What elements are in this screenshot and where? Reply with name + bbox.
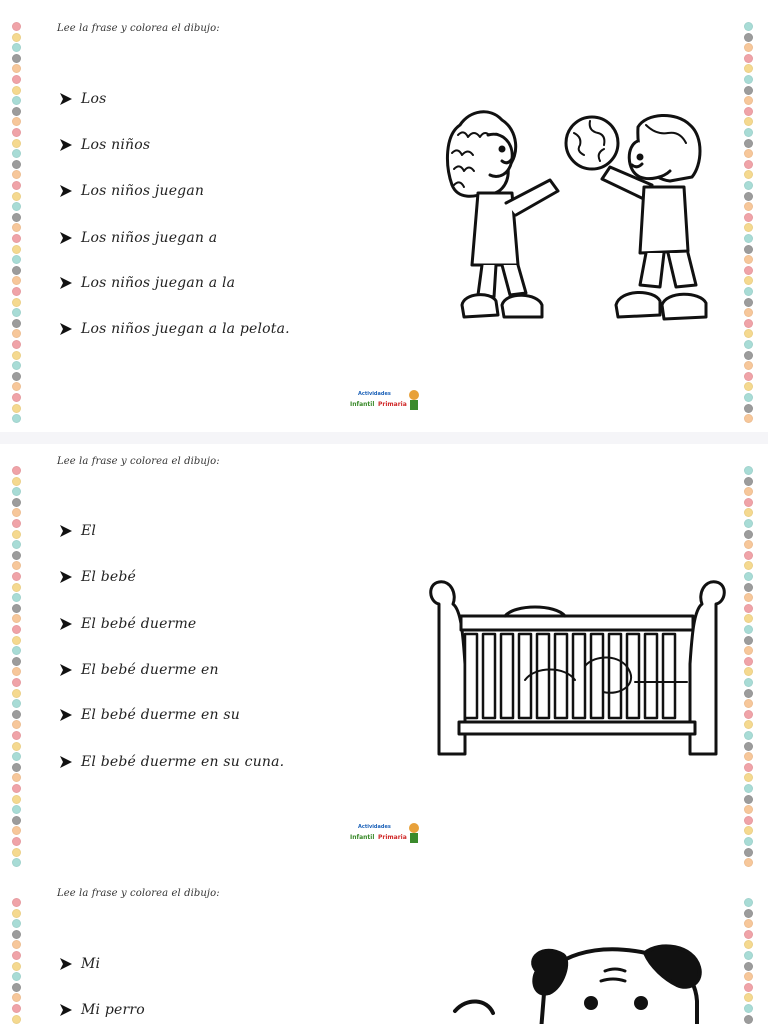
border-dot (12, 1015, 21, 1024)
border-dot (12, 773, 21, 782)
border-dot (12, 508, 21, 517)
border-dot (744, 940, 753, 949)
border-dot (744, 508, 753, 517)
border-dot (12, 43, 21, 52)
border-dot (744, 117, 753, 126)
border-dot (12, 266, 21, 275)
arrow-bullet-icon (58, 754, 74, 770)
border-dot (744, 498, 753, 507)
border-dot (744, 667, 753, 676)
border-dot (12, 192, 21, 201)
border-dot (12, 245, 21, 254)
border-dot (12, 361, 21, 370)
instruction-text: Lee la frase y colorea el dibujo: (57, 456, 220, 467)
border-dot (12, 720, 21, 729)
border-dot (744, 382, 753, 391)
border-dot (744, 192, 753, 201)
border-dot (744, 572, 753, 581)
border-dot (12, 1004, 21, 1013)
border-dot (744, 340, 753, 349)
border-dot (744, 909, 753, 918)
worksheet-page-2 (0, 444, 768, 876)
border-dot (744, 951, 753, 960)
instruction-text: Lee la frase y colorea el dibujo: (57, 888, 220, 899)
border-dot (744, 308, 753, 317)
border-dot (12, 117, 21, 126)
border-dot (744, 1004, 753, 1013)
sentence-item (58, 520, 96, 542)
border-dot (744, 298, 753, 307)
border-dot (744, 561, 753, 570)
border-dot (12, 287, 21, 296)
sentence-text: El bebé duerme en su cuna. (81, 754, 285, 770)
border-dot (744, 372, 753, 381)
border-dot (12, 477, 21, 486)
border-dot (744, 160, 753, 169)
border-dot (744, 898, 753, 907)
border-dot (744, 530, 753, 539)
sentence-item (58, 999, 145, 1021)
border-dot (12, 930, 21, 939)
border-dot (744, 625, 753, 634)
sentence-text: El bebé duerme en (81, 662, 219, 678)
border-dot (12, 784, 21, 793)
border-dot (744, 54, 753, 63)
border-dot (744, 837, 753, 846)
border-dot (744, 583, 753, 592)
children-playing-ball-illustration (440, 105, 715, 335)
border-dot (744, 710, 753, 719)
arrow-bullet-icon (58, 569, 74, 585)
border-dot (12, 826, 21, 835)
border-dot (744, 361, 753, 370)
border-dot (744, 477, 753, 486)
border-dot (744, 234, 753, 243)
border-dot (744, 43, 753, 52)
arrow-bullet-icon (58, 707, 74, 723)
border-dot (744, 86, 753, 95)
sentence-text: Mi perro (81, 1002, 145, 1018)
arrow-bullet-icon (58, 137, 74, 153)
border-dot (744, 213, 753, 222)
border-dot (12, 139, 21, 148)
border-dot (12, 551, 21, 560)
border-dot (12, 909, 21, 918)
border-dot (12, 319, 21, 328)
arrow-bullet-icon (58, 91, 74, 107)
sentence-item (58, 566, 136, 588)
worksheet-page-3 (0, 876, 768, 1024)
border-dot (744, 657, 753, 666)
border-dot (744, 962, 753, 971)
mascot-icon (406, 822, 422, 846)
sentence-item (58, 318, 290, 340)
sentence-text: Los niños juegan a (81, 230, 218, 246)
border-dot (12, 561, 21, 570)
border-dot (12, 64, 21, 73)
border-dot (744, 699, 753, 708)
border-dot (744, 689, 753, 698)
border-dot (12, 667, 21, 676)
border-dot (744, 404, 753, 413)
border-dot (744, 551, 753, 560)
sentence-text: El bebé duerme (81, 616, 197, 632)
border-dot (12, 202, 21, 211)
border-dot (12, 170, 21, 179)
border-dot (744, 75, 753, 84)
instruction-text: Lee la frase y colorea el dibujo: (57, 23, 220, 34)
border-dot (12, 972, 21, 981)
border-dot (12, 583, 21, 592)
border-dot (12, 308, 21, 317)
sentence-item (58, 751, 284, 773)
border-dot (12, 816, 21, 825)
border-dot (12, 636, 21, 645)
border-dot (12, 128, 21, 137)
border-dot (744, 805, 753, 814)
border-dot (744, 1015, 753, 1024)
border-dot (744, 33, 753, 42)
border-dot (744, 614, 753, 623)
border-dot (744, 983, 753, 992)
border-dot (12, 487, 21, 496)
border-dot (12, 107, 21, 116)
publisher-logo: Actividades Infantil Primaria (348, 822, 422, 848)
border-dot (744, 919, 753, 928)
border-dot (12, 848, 21, 857)
sentence-text: Los (81, 91, 107, 107)
border-dot (12, 795, 21, 804)
border-dot (12, 593, 21, 602)
border-dot (12, 393, 21, 402)
border-dot (12, 731, 21, 740)
arrow-bullet-icon (58, 523, 74, 539)
border-dot (744, 646, 753, 655)
border-dot (744, 858, 753, 867)
sentence-item (58, 180, 204, 202)
border-dot (744, 276, 753, 285)
border-dot (12, 75, 21, 84)
border-dot (744, 22, 753, 31)
arrow-bullet-icon (58, 275, 74, 291)
border-dot (12, 404, 21, 413)
border-dot (744, 731, 753, 740)
border-dot (12, 699, 21, 708)
sentence-text: Mi (81, 956, 101, 972)
border-dot (12, 149, 21, 158)
border-dot (744, 816, 753, 825)
border-dot (744, 466, 753, 475)
border-dot (12, 919, 21, 928)
border-dot (744, 149, 753, 158)
sentence-text: El (81, 523, 97, 539)
border-dot (12, 962, 21, 971)
border-dot (744, 64, 753, 73)
border-dot (744, 393, 753, 402)
border-dot (12, 858, 21, 867)
sentence-item (58, 613, 196, 635)
border-dot (744, 202, 753, 211)
border-dot (744, 107, 753, 116)
border-dot (744, 255, 753, 264)
border-dot (744, 223, 753, 232)
border-dot (744, 826, 753, 835)
border-dot (12, 234, 21, 243)
border-dot (744, 742, 753, 751)
border-dot (12, 983, 21, 992)
border-dot (744, 519, 753, 528)
border-dot (744, 993, 753, 1002)
border-dot (12, 181, 21, 190)
worksheet-page-1 (0, 0, 768, 432)
border-dot (12, 710, 21, 719)
border-dot (12, 837, 21, 846)
sentence-item (58, 953, 100, 975)
border-dot (12, 54, 21, 63)
sentence-item (58, 88, 107, 110)
border-dot (12, 414, 21, 423)
border-dot (12, 372, 21, 381)
border-dot (12, 657, 21, 666)
arrow-bullet-icon (58, 616, 74, 632)
border-dot (744, 128, 753, 137)
border-dot (744, 773, 753, 782)
border-dot (744, 540, 753, 549)
border-dot (744, 972, 753, 981)
sentence-text: El bebé duerme en su (81, 707, 241, 723)
border-dot (12, 763, 21, 772)
border-dot (12, 298, 21, 307)
border-dot (744, 720, 753, 729)
border-dot (12, 340, 21, 349)
arrow-bullet-icon (58, 662, 74, 678)
border-dot (12, 382, 21, 391)
border-dot (12, 466, 21, 475)
border-dot (744, 784, 753, 793)
arrow-bullet-icon (58, 956, 74, 972)
border-dot (744, 795, 753, 804)
border-dot (12, 329, 21, 338)
border-dot (12, 572, 21, 581)
arrow-bullet-icon (58, 230, 74, 246)
border-dot (12, 614, 21, 623)
border-dot (744, 636, 753, 645)
border-dot (744, 763, 753, 772)
border-dot (12, 160, 21, 169)
arrow-bullet-icon (58, 1002, 74, 1018)
border-dot (12, 86, 21, 95)
border-dot (12, 940, 21, 949)
sentence-text: Los niños juegan (81, 183, 205, 199)
sentence-item (58, 659, 219, 681)
border-dot (744, 593, 753, 602)
border-dot (12, 213, 21, 222)
sentence-text: Los niños (81, 137, 151, 153)
border-dot (744, 604, 753, 613)
border-dot (744, 245, 753, 254)
border-dot (12, 498, 21, 507)
publisher-logo: Actividades Infantil Primaria (348, 389, 422, 415)
border-dot (744, 319, 753, 328)
border-dot (744, 848, 753, 857)
sentence-item (58, 704, 240, 726)
border-dot (744, 266, 753, 275)
border-dot (744, 930, 753, 939)
border-dot (744, 487, 753, 496)
border-dot (12, 742, 21, 751)
border-dot (12, 255, 21, 264)
border-dot (12, 646, 21, 655)
sentence-item (58, 272, 235, 294)
border-dot (12, 678, 21, 687)
border-dot (12, 96, 21, 105)
border-dot (12, 689, 21, 698)
border-dot (12, 993, 21, 1002)
dog-illustration (445, 941, 715, 1024)
sentence-item (58, 134, 150, 156)
border-dot (12, 752, 21, 761)
border-dot (12, 805, 21, 814)
arrow-bullet-icon (58, 183, 74, 199)
sentence-text: Los niños juegan a la (81, 275, 236, 291)
border-dot (12, 898, 21, 907)
border-dot (744, 329, 753, 338)
border-dot (744, 170, 753, 179)
border-dot (744, 752, 753, 761)
arrow-bullet-icon (58, 321, 74, 337)
baby-in-crib-illustration (425, 574, 730, 764)
border-dot (744, 96, 753, 105)
border-dot (12, 604, 21, 613)
border-dot (12, 223, 21, 232)
border-dot (12, 530, 21, 539)
border-dot (12, 951, 21, 960)
border-dot (12, 276, 21, 285)
border-dot (744, 181, 753, 190)
border-dot (12, 351, 21, 360)
border-dot (12, 33, 21, 42)
border-dot (744, 287, 753, 296)
border-dot (12, 540, 21, 549)
border-dot (744, 351, 753, 360)
mascot-icon (406, 389, 422, 413)
sentence-text: El bebé (81, 569, 137, 585)
border-dot (744, 139, 753, 148)
sentence-text: Los niños juegan a la pelota. (81, 321, 290, 337)
border-dot (12, 519, 21, 528)
border-dot (744, 414, 753, 423)
border-dot (12, 22, 21, 31)
sentence-item (58, 227, 217, 249)
border-dot (12, 625, 21, 634)
border-dot (744, 678, 753, 687)
